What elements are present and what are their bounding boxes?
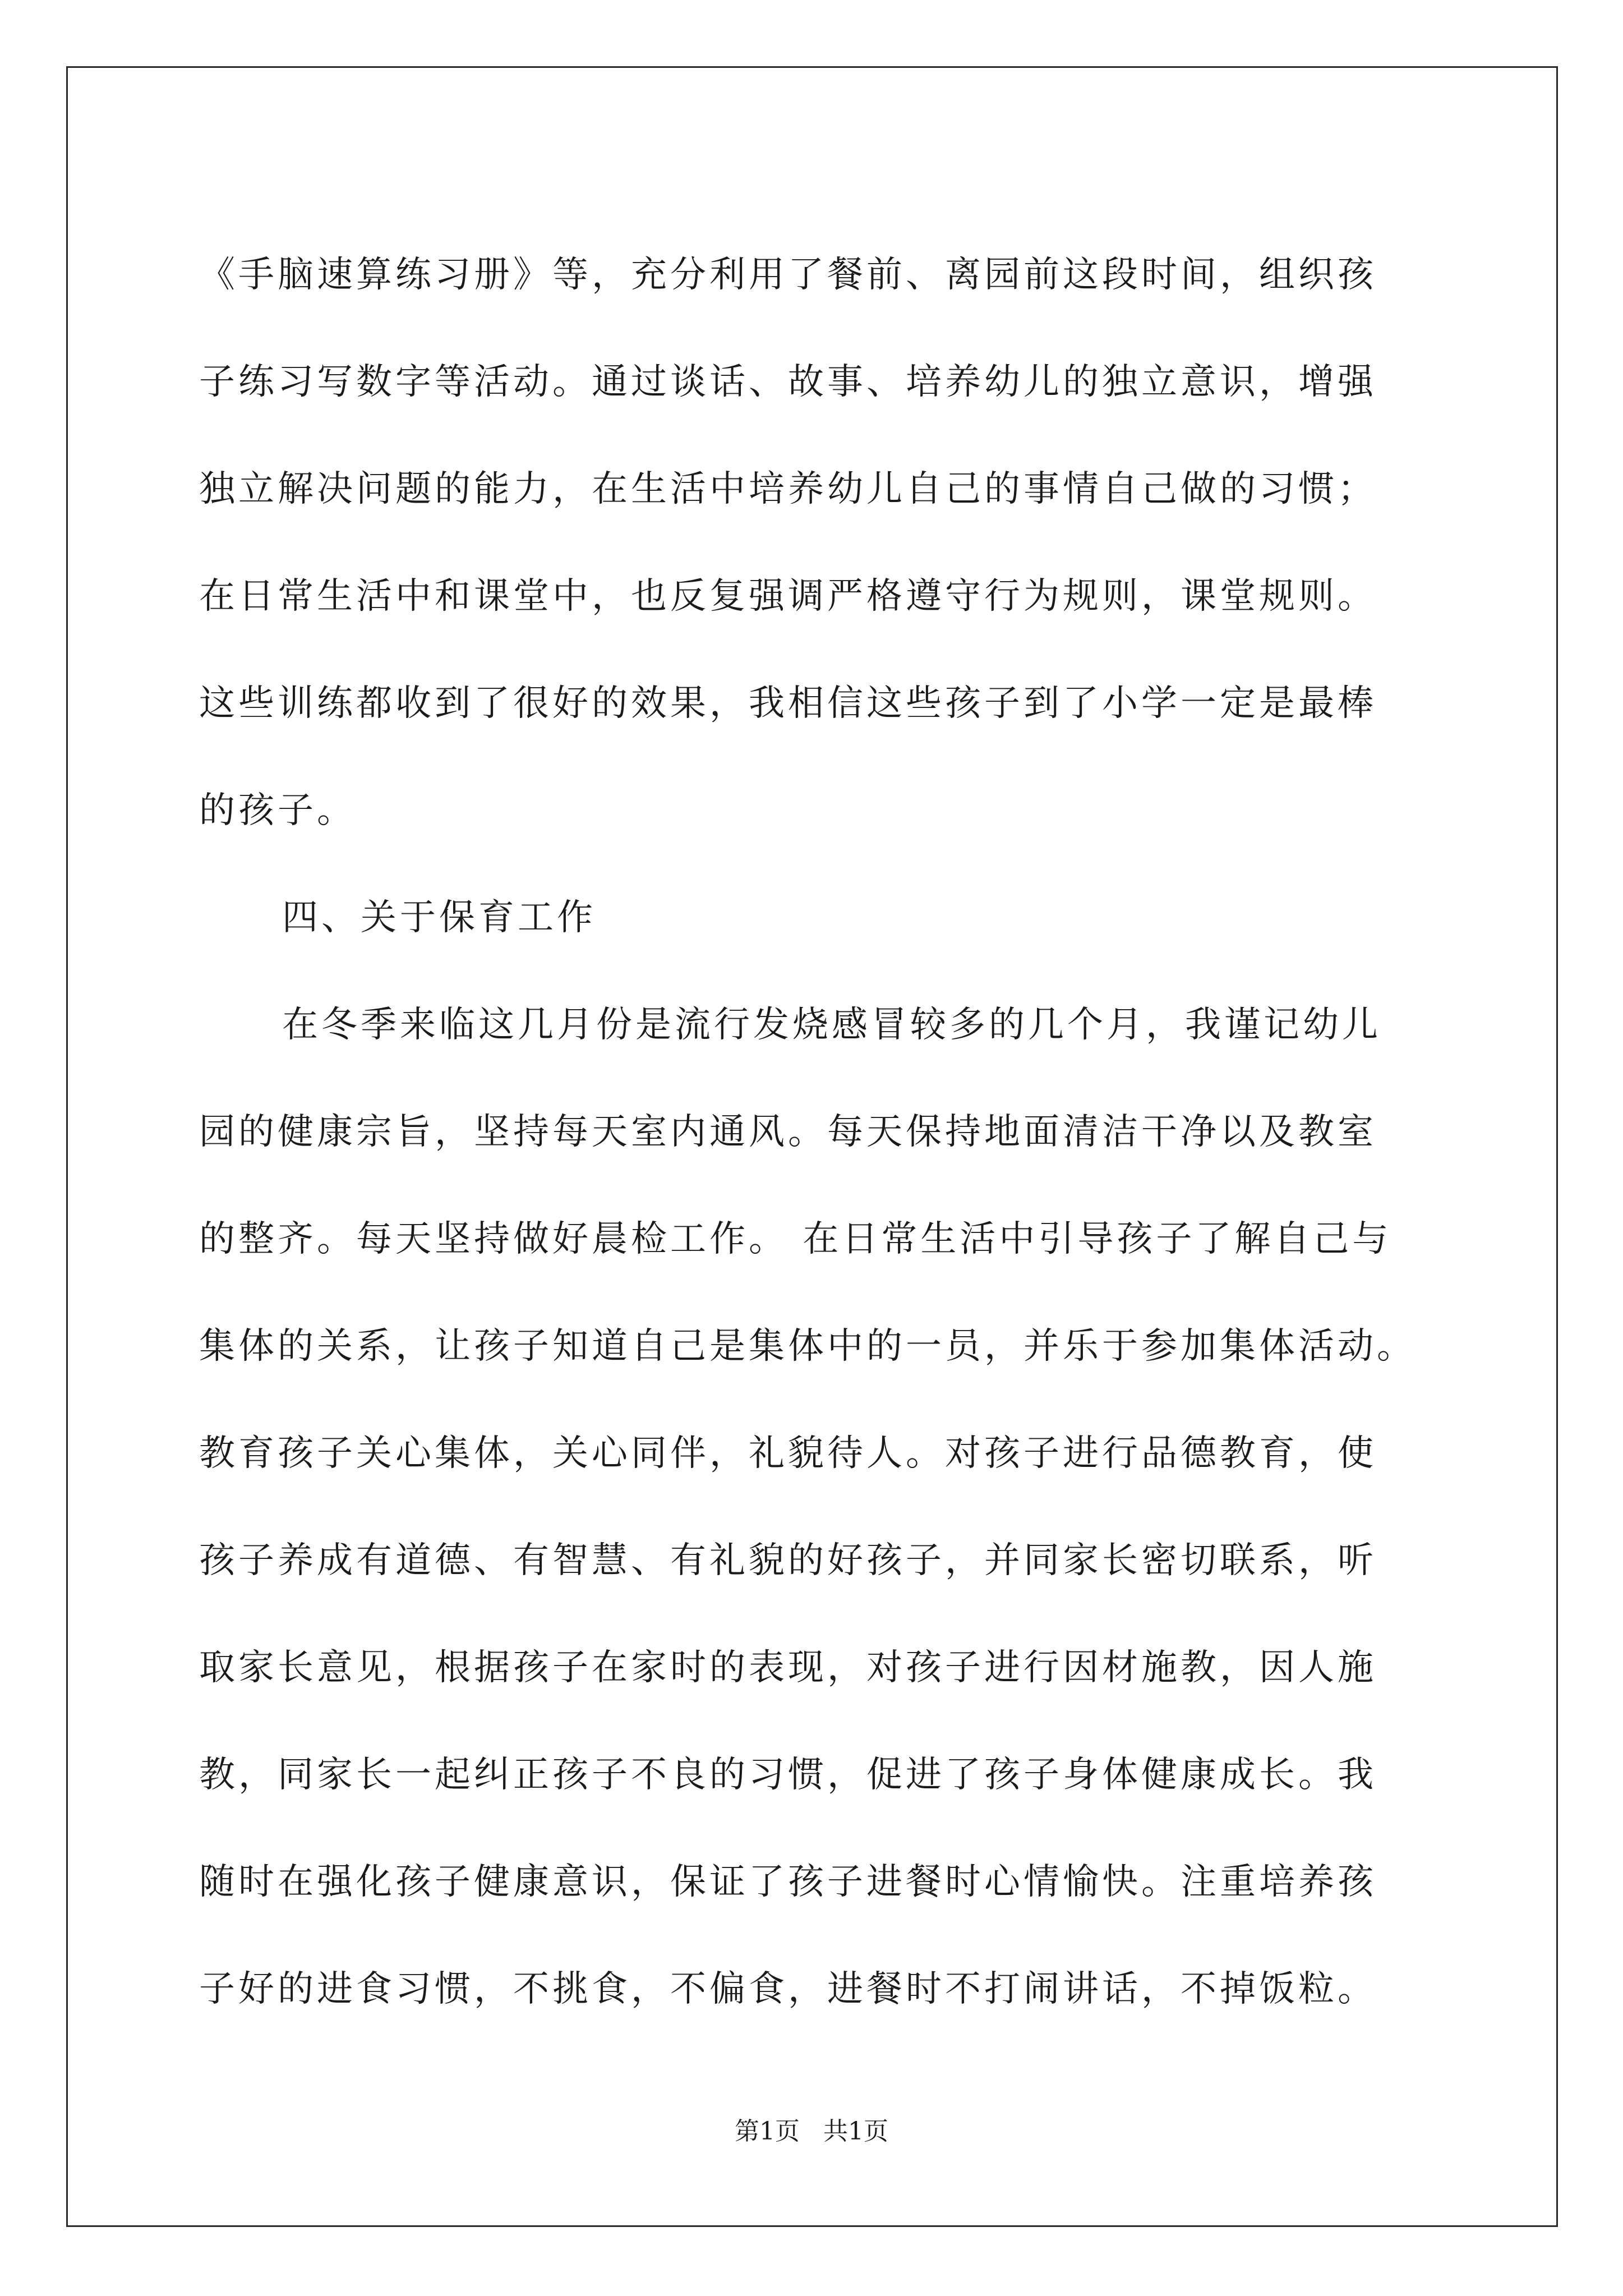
text-line-5: 这些训练都收到了很好的效果，我相信这些孩子到了小学一定是最棒 [199, 683, 1377, 724]
text-line-15: 教，同家长一起纠正孩子不良的习惯，促进了孩子身体健康成长。我 [199, 1754, 1377, 1796]
page-number: 第1页 共1页 [735, 2117, 888, 2146]
section-heading: 四、关于保育工作 [282, 897, 596, 938]
text-line-11: 集体的关系，让孩子知道自己是集体中的一员，并乐于参加集体活动。 [199, 1326, 1416, 1367]
text-line-10: 的整齐。每天坚持做好晨检工作。 在日常生活中引导孩子了解自己与 [199, 1218, 1392, 1260]
text-line-12: 教育孩子关心集体，关心同伴，礼貌待人。对孩子进行品德教育，使 [199, 1433, 1377, 1474]
text-line-1: 《手脑速算练习册》等，充分利用了餐前、离园前这段时间，组织孩 [199, 254, 1377, 296]
text-line-16: 随时在强化孩子健康意识，保证了孩子进餐时心情愉快。注重培养孩 [199, 1861, 1377, 1903]
document-body [199, 222, 1450, 2043]
text-line-4: 在日常生活中和课堂中，也反复强调严格遵守行为规则，课堂规则。 [199, 576, 1377, 617]
text-line-9: 园的健康宗旨，坚持每天室内通风。每天保持地面清洁干净以及教室 [199, 1111, 1377, 1153]
text-line-13: 孩子养成有道德、有智慧、有礼貌的好孩子，并同家长密切联系，听 [199, 1540, 1377, 1581]
text-line-17: 子好的进食习惯，不挑食，不偏食，进餐时不打闹讲话，不掉饭粒。 [199, 1968, 1377, 2010]
text-line-8: 在冬季来临这几月份是流行发烧感冒较多的几个月，我谨记幼儿 [282, 1004, 1381, 1046]
text-line-3: 独立解决问题的能力，在生活中培养幼儿自己的事情自己做的习惯； [199, 468, 1377, 510]
text-line-2: 子练习写数字等活动。通过谈话、故事、培养幼儿的独立意识，增强 [199, 361, 1377, 403]
text-line-6: 的孩子。 [199, 790, 356, 831]
text-line-14: 取家长意见，根据孩子在家时的表现，对孩子进行因材施教，因人施 [199, 1647, 1377, 1688]
